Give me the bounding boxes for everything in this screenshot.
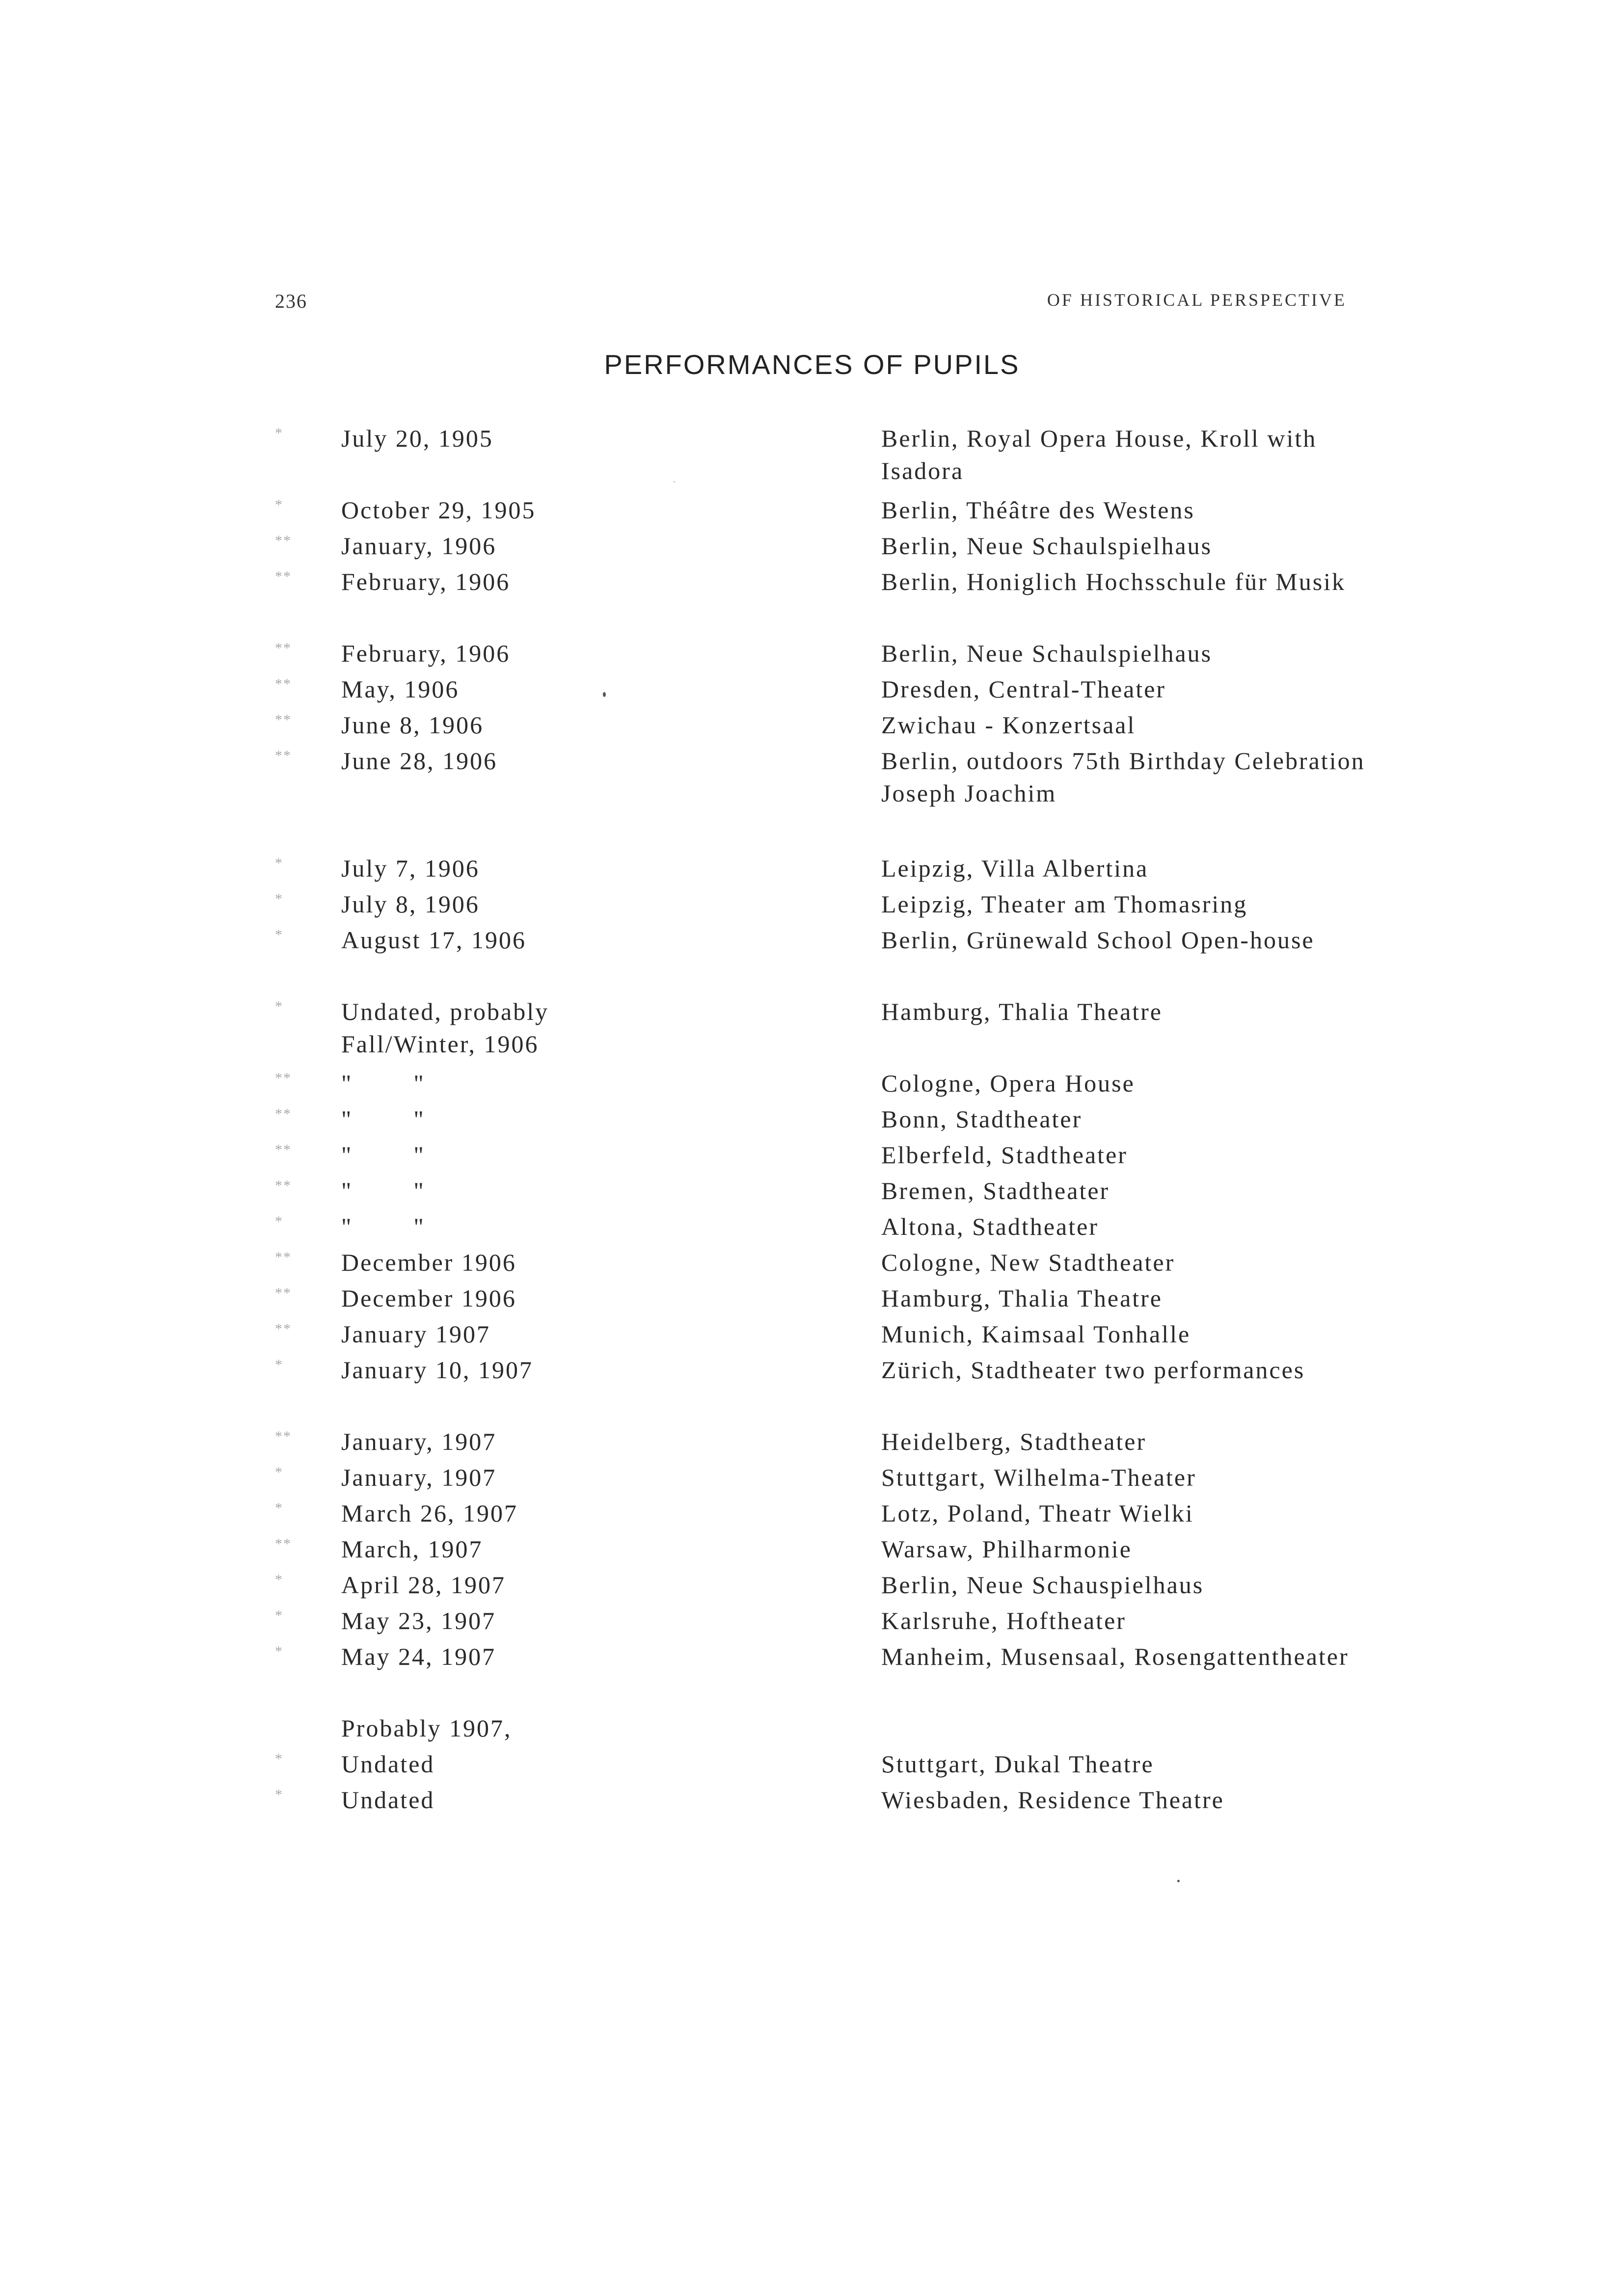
performance-venue: Lotz, Poland, Theatr Wielki — [881, 1499, 1194, 1527]
ditto-mark: " " — [341, 1177, 425, 1204]
list-item — [0, 1103, 1624, 1139]
performance-venue: Karlsruhe, Hoftheater — [881, 1607, 1126, 1634]
ditto-mark: " " — [341, 1105, 425, 1133]
asterisk-mark: * — [275, 1464, 283, 1480]
asterisk-mark: * — [275, 497, 283, 513]
performance-venue: Cologne, New Stadtheater — [881, 1249, 1175, 1276]
list-item — [0, 1461, 1624, 1497]
scan-speck — [603, 692, 606, 697]
performance-date: August 17, 1906 — [341, 926, 526, 954]
list-item — [0, 995, 1624, 1067]
list-item — [0, 1354, 1624, 1425]
performance-venue: Leipzig, Theater am Thomasring — [881, 890, 1248, 918]
list-item — [0, 1604, 1624, 1640]
list-item — [0, 924, 1624, 995]
page-title: PERFORMANCES OF PUPILS — [604, 349, 1020, 380]
asterisk-mark: ** — [275, 533, 292, 549]
performance-date: February, 1906 — [341, 640, 511, 667]
performance-date: July 7, 1906 — [341, 854, 480, 882]
list-item — [0, 745, 1624, 852]
asterisk-mark: ** — [275, 1070, 292, 1086]
performance-date: October 29, 1905 — [341, 496, 536, 524]
list-item — [0, 565, 1624, 637]
performance-date: Probably 1907, — [341, 1714, 512, 1742]
performance-venue: Zwichau - Konzertsaal — [881, 711, 1136, 739]
asterisk-mark: * — [275, 1643, 283, 1659]
list-item — [0, 1318, 1624, 1354]
ditto-mark: " " — [341, 1069, 425, 1097]
performance-date: Undated — [341, 1750, 435, 1778]
list-item — [0, 422, 1624, 494]
performance-venue: Berlin, Neue Schaulspielhaus — [881, 640, 1213, 667]
performance-venue: Altona, Stadtheater — [881, 1213, 1099, 1240]
performance-venue: Heidelberg, Stadtheater — [881, 1428, 1147, 1455]
performance-date: February, 1906 — [341, 568, 511, 595]
list-item — [0, 1569, 1624, 1604]
asterisk-mark: ** — [275, 712, 292, 728]
performance-venue: Berlin, Neue Schaulspielhaus — [881, 532, 1213, 560]
performance-date: Undated — [341, 1786, 435, 1814]
asterisk-mark: ** — [275, 1249, 292, 1265]
list-item — [0, 1282, 1624, 1318]
performance-venue: Berlin, outdoors 75th Birthday Celebration Joseph Joachim — [881, 747, 1365, 807]
performance-date: June 28, 1906 — [341, 747, 498, 774]
performance-venue: Hamburg, Thalia Theatre — [881, 998, 1163, 1025]
performance-date: May 24, 1907 — [341, 1643, 496, 1670]
performance-venue: Warsaw, Philharmonie — [881, 1535, 1132, 1563]
asterisk-mark: * — [275, 1787, 283, 1803]
performance-date: March, 1907 — [341, 1535, 483, 1563]
list-item — [0, 709, 1624, 745]
performance-date: January, 1907 — [341, 1464, 497, 1491]
list-item — [0, 1246, 1624, 1282]
asterisk-mark: * — [275, 998, 283, 1015]
performance-date: January, 1907 — [341, 1428, 497, 1455]
list-item — [0, 1139, 1624, 1175]
performance-venue: Bonn, Stadtheater — [881, 1105, 1083, 1133]
list-item — [0, 1784, 1624, 1819]
asterisk-mark: * — [275, 1572, 283, 1588]
asterisk-mark: * — [275, 1213, 283, 1229]
list-item — [0, 1067, 1624, 1103]
asterisk-mark: ** — [275, 1177, 292, 1194]
performance-venue: Dresden, Central-Theater — [881, 675, 1166, 703]
performance-list — [0, 422, 1624, 1819]
performance-venue: Stuttgart, Dukal Theatre — [881, 1750, 1154, 1778]
list-item — [0, 1497, 1624, 1533]
list-item — [0, 637, 1624, 673]
performance-date: Undated, probably Fall/Winter, 1906 — [341, 998, 549, 1058]
asterisk-mark: ** — [275, 1321, 292, 1337]
asterisk-mark: ** — [275, 640, 292, 656]
performance-venue: Berlin, Honiglich Hochsschule für Musik — [881, 568, 1346, 595]
performance-venue: Zürich, Stadtheater two performances — [881, 1356, 1305, 1384]
list-item — [0, 852, 1624, 888]
asterisk-mark: * — [275, 891, 283, 907]
asterisk-mark: ** — [275, 1142, 292, 1158]
asterisk-mark: ** — [275, 1106, 292, 1122]
performance-venue: Munich, Kaimsaal Tonhalle — [881, 1320, 1191, 1348]
asterisk-mark: ** — [275, 1428, 292, 1444]
asterisk-mark: ** — [275, 676, 292, 692]
performance-venue: Berlin, Neue Schauspielhaus — [881, 1571, 1204, 1599]
performance-date: July 8, 1906 — [341, 890, 480, 918]
performance-date: March 26, 1907 — [341, 1499, 518, 1527]
ditto-mark: " " — [341, 1141, 425, 1169]
list-item — [0, 1640, 1624, 1712]
asterisk-mark: * — [275, 1751, 283, 1767]
list-item — [0, 530, 1624, 565]
page-number: 236 — [275, 290, 307, 312]
performance-venue: Cologne, Opera House — [881, 1069, 1135, 1097]
list-item — [0, 1175, 1624, 1210]
ditto-mark: " " — [341, 1213, 425, 1240]
list-item — [0, 1425, 1624, 1461]
list-item — [0, 1533, 1624, 1569]
performance-date: April 28, 1907 — [341, 1571, 506, 1599]
performance-date: December 1906 — [341, 1284, 516, 1312]
asterisk-mark: * — [275, 1500, 283, 1516]
asterisk-mark: * — [275, 855, 283, 871]
list-item — [0, 888, 1624, 924]
performance-date: January, 1906 — [341, 532, 497, 560]
performance-venue: Leipzig, Villa Albertina — [881, 854, 1149, 882]
asterisk-mark: ** — [275, 1285, 292, 1301]
list-item — [0, 1748, 1624, 1784]
performance-venue: Hamburg, Thalia Theatre — [881, 1284, 1163, 1312]
performance-venue: Berlin, Théâtre des Westens — [881, 496, 1195, 524]
list-item — [0, 494, 1624, 530]
performance-date: June 8, 1906 — [341, 711, 484, 739]
performance-date: May, 1906 — [341, 675, 460, 703]
performance-date: January 1907 — [341, 1320, 490, 1348]
performance-venue: Berlin, Grünewald School Open-house — [881, 926, 1315, 954]
asterisk-mark: * — [275, 1607, 283, 1624]
running-head: OF HISTORICAL PERSPECTIVE — [1047, 290, 1347, 310]
asterisk-mark: * — [275, 1357, 283, 1373]
list-item — [0, 673, 1624, 709]
performance-venue: Manheim, Musensaal, Rosengattentheater — [881, 1643, 1349, 1670]
performance-venue: Berlin, Royal Opera House, Kroll with Isadora — [881, 425, 1317, 484]
asterisk-mark: * — [275, 425, 283, 441]
performance-date: May 23, 1907 — [341, 1607, 496, 1634]
performance-date: January 10, 1907 — [341, 1356, 533, 1384]
asterisk-mark: ** — [275, 1536, 292, 1552]
list-item — [0, 1210, 1624, 1246]
performance-venue: Elberfeld, Stadtheater — [881, 1141, 1128, 1169]
asterisk-mark: * — [275, 927, 283, 943]
performance-date: July 20, 1905 — [341, 425, 493, 452]
performance-venue: Wiesbaden, Residence Theatre — [881, 1786, 1224, 1814]
performance-venue: Bremen, Stadtheater — [881, 1177, 1110, 1204]
performance-date: December 1906 — [341, 1249, 516, 1276]
scan-speck — [1177, 1880, 1180, 1882]
list-item — [0, 1712, 1624, 1748]
performance-venue: Stuttgart, Wilhelma-Theater — [881, 1464, 1196, 1491]
asterisk-mark: ** — [275, 568, 292, 585]
scan-speck — [674, 481, 675, 482]
asterisk-mark: ** — [275, 748, 292, 764]
